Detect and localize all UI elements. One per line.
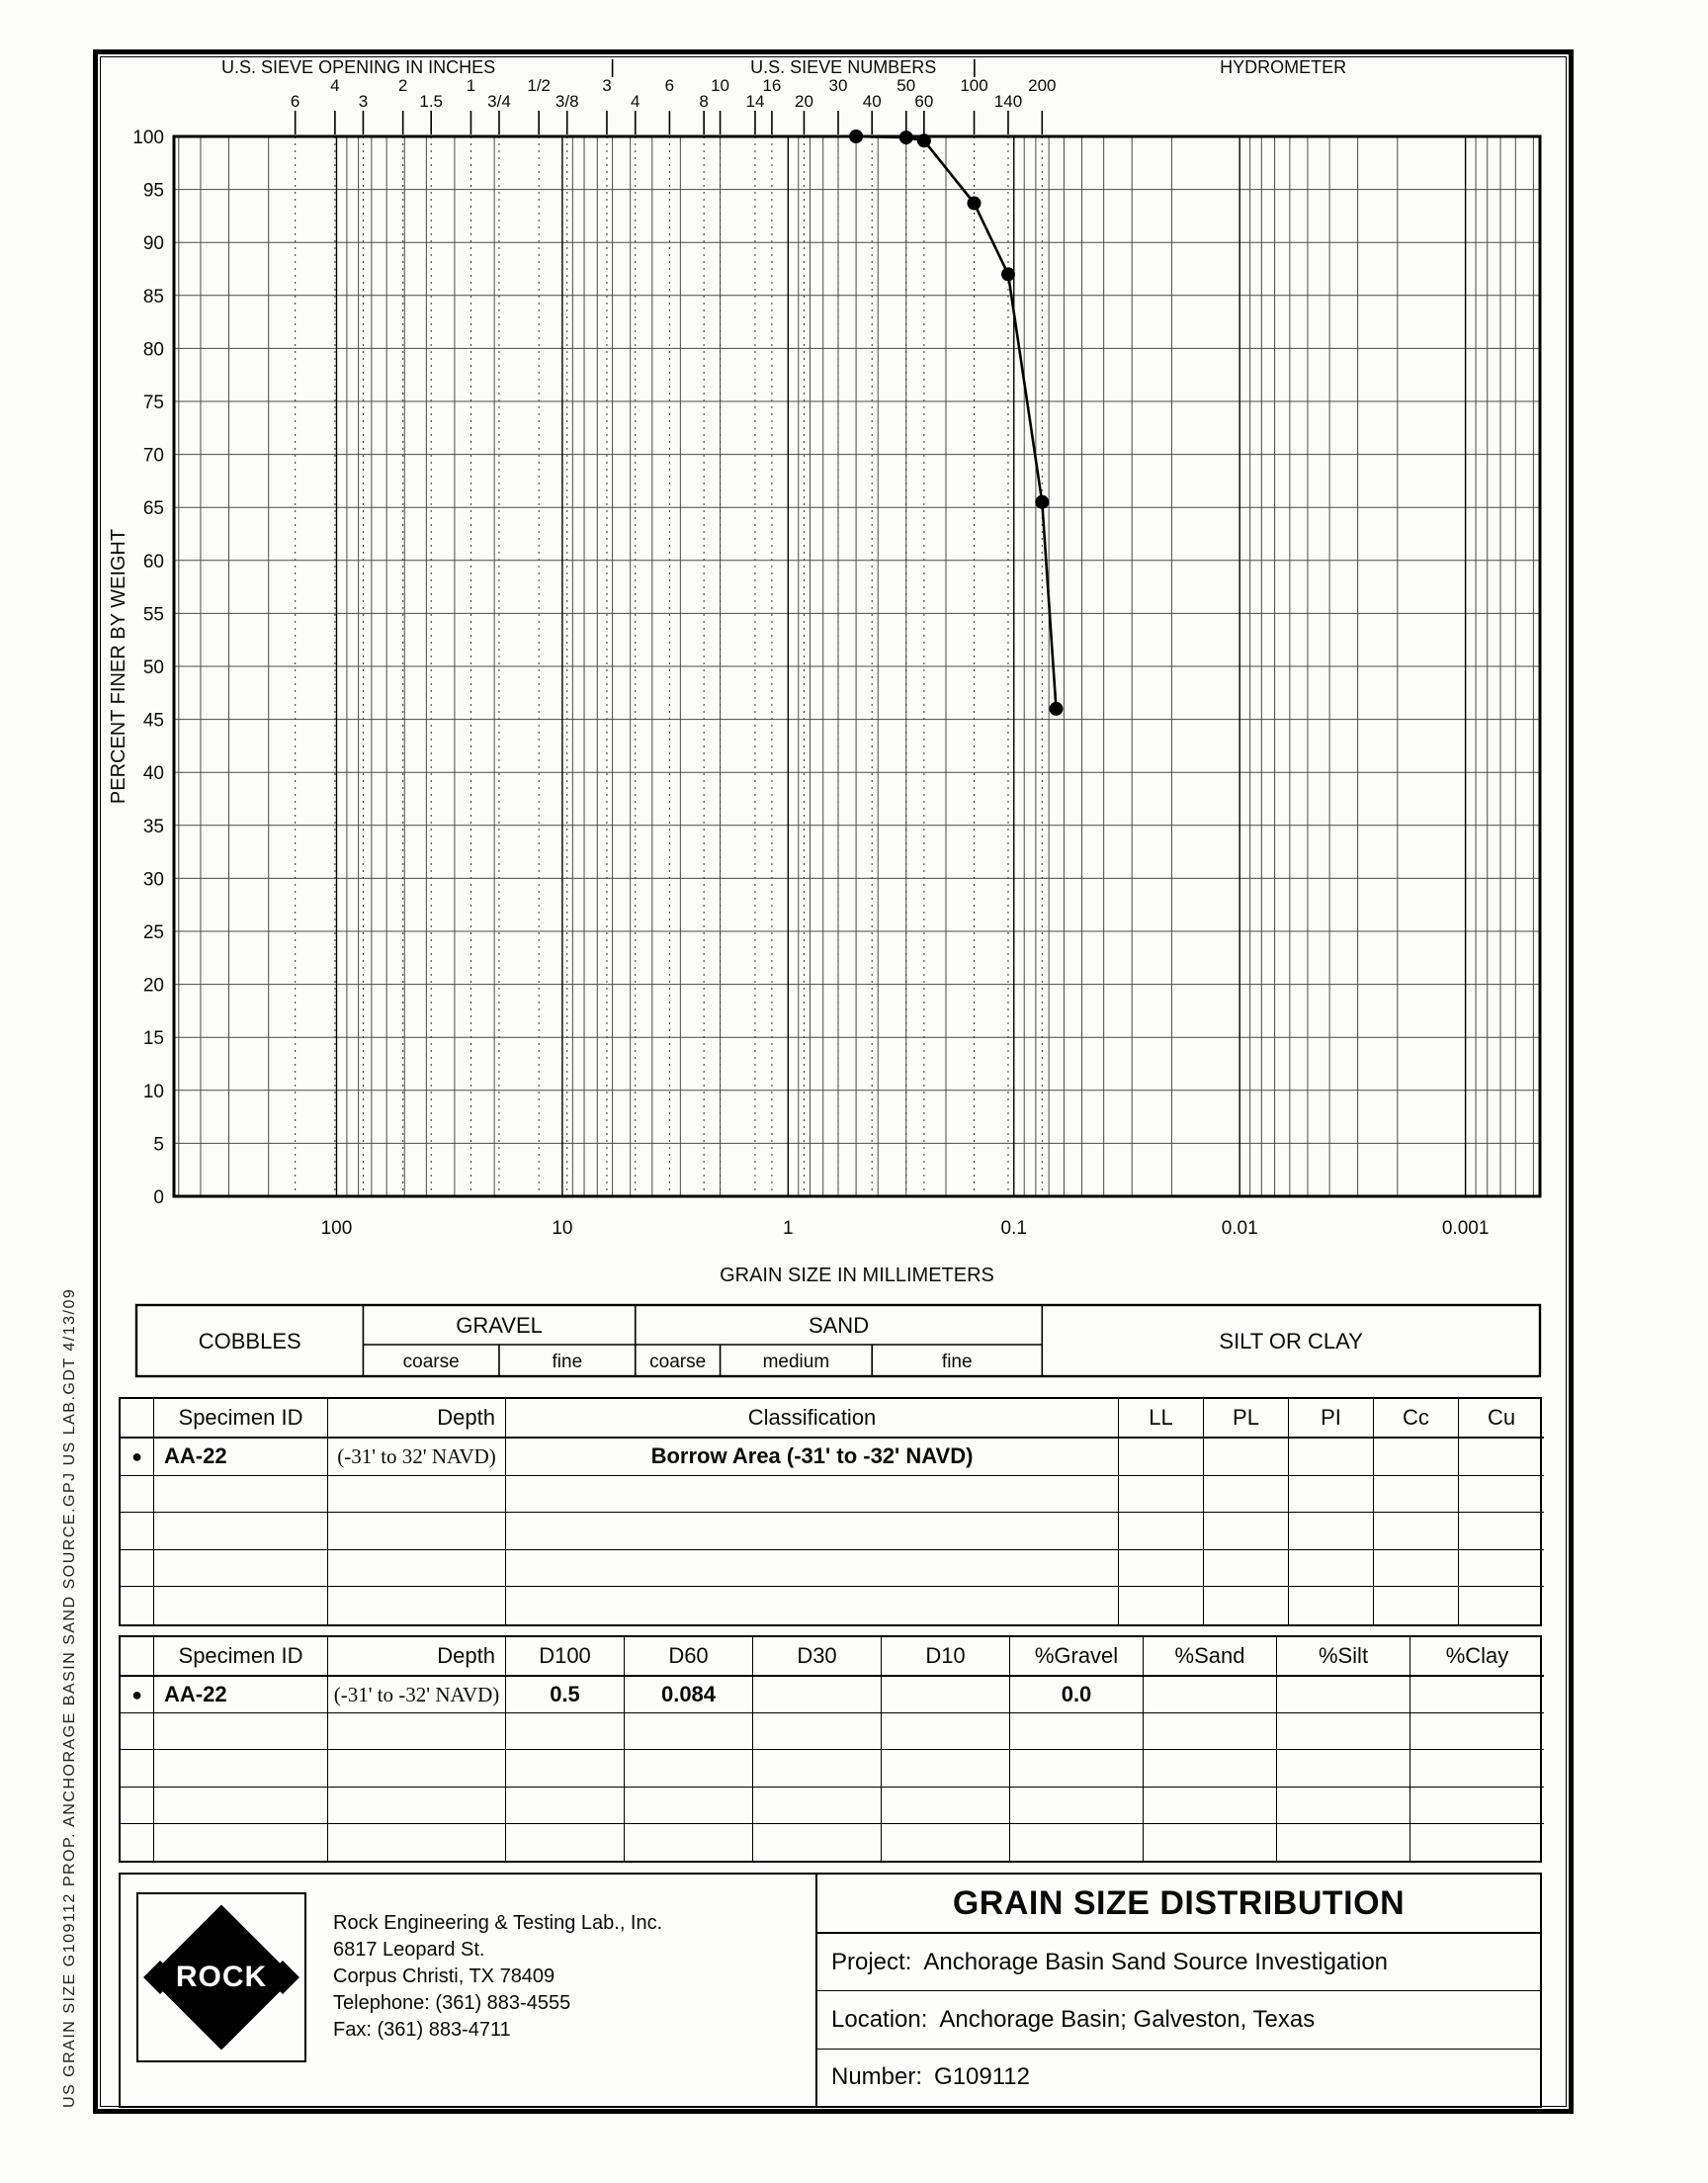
gradation-curve — [856, 136, 1056, 709]
fraction-gravel: GRAVEL — [456, 1313, 543, 1338]
y-tick-label: 50 — [142, 657, 164, 678]
number-label: Number: — [831, 2063, 923, 2091]
header-marker — [121, 1637, 154, 1677]
empty-cell — [121, 1750, 154, 1787]
header-d30: D30 — [753, 1637, 882, 1677]
empty-cell — [121, 1476, 154, 1514]
sieve-size-label: 100 — [960, 76, 988, 95]
y-tick-label: 25 — [142, 922, 164, 943]
empty-cell — [1144, 1750, 1277, 1787]
sieve-size-label: 4 — [631, 92, 640, 111]
x-tick-label: 0.1 — [1000, 1218, 1027, 1239]
header-cc: Cc — [1374, 1399, 1459, 1439]
specimen-id-value: AA-22 — [154, 1677, 328, 1713]
grain-size-chart — [107, 57, 1565, 1387]
empty-cell — [121, 1788, 154, 1824]
sieve-size-label: 10 — [711, 76, 730, 95]
sieve-size-label: 4 — [330, 76, 340, 95]
empty-cell — [506, 1550, 1119, 1588]
empty-cell — [625, 1824, 753, 1861]
y-axis-title: PERCENT FINER BY WEIGHT — [108, 528, 129, 805]
header-silt: %Silt — [1277, 1637, 1410, 1677]
report-title: GRAIN SIZE DISTRIBUTION — [817, 1875, 1540, 1934]
header-ll: LL — [1119, 1399, 1204, 1439]
empty-cell — [1277, 1750, 1410, 1787]
empty-cell — [121, 1713, 154, 1750]
fraction-sand-medium: medium — [762, 1352, 830, 1372]
data-point — [1035, 495, 1049, 509]
ll-value — [1119, 1439, 1204, 1476]
fraction-bar — [136, 1305, 1540, 1376]
sieve-size-label: 1.5 — [419, 92, 444, 111]
fraction-gravel-fine: fine — [552, 1352, 583, 1372]
empty-cell — [1410, 1788, 1544, 1824]
empty-cell — [882, 1788, 1010, 1824]
empty-cell — [1010, 1788, 1144, 1824]
empty-cell — [1119, 1587, 1204, 1624]
pl-value — [1204, 1439, 1289, 1476]
header-pl: PL — [1204, 1399, 1289, 1439]
sieve-size-label: 3/4 — [487, 92, 511, 111]
y-tick-label: 90 — [142, 233, 164, 255]
empty-cell — [506, 1587, 1119, 1624]
data-point — [849, 130, 863, 143]
empty-cell — [506, 1750, 625, 1787]
y-tick-label: 35 — [142, 816, 164, 837]
empty-cell — [882, 1713, 1010, 1750]
empty-cell — [1010, 1713, 1144, 1750]
empty-cell — [753, 1824, 882, 1861]
empty-cell — [121, 1587, 154, 1624]
y-tick-label: 100 — [132, 128, 164, 148]
header-specimen-id: Specimen ID — [154, 1399, 328, 1439]
silt-value — [1277, 1677, 1410, 1713]
empty-cell — [506, 1824, 625, 1861]
header-gravel: %Gravel — [1010, 1637, 1144, 1677]
company-address — [333, 1910, 662, 2044]
y-tick-label: 85 — [142, 286, 164, 307]
empty-cell — [1289, 1513, 1374, 1550]
scale-header-label: U.S. SIEVE NUMBERS — [750, 57, 937, 77]
location-value: Anchorage Basin; Galveston, Texas — [939, 2005, 1316, 2033]
sieve-size-label: 140 — [993, 92, 1023, 111]
empty-cell — [1204, 1476, 1289, 1514]
empty-cell — [1119, 1513, 1204, 1550]
x-axis — [321, 1218, 1490, 1286]
empty-cell — [506, 1513, 1119, 1550]
fraction-silt-clay: SILT OR CLAY — [1219, 1329, 1363, 1353]
header-sand: %Sand — [1144, 1637, 1277, 1677]
depth-value: (-31' to 32' NAVD) — [328, 1439, 506, 1476]
data-point — [968, 197, 982, 211]
data-series — [849, 130, 1063, 716]
empty-cell — [1374, 1587, 1459, 1624]
y-tick-label: 0 — [153, 1187, 164, 1208]
empty-cell — [753, 1788, 882, 1824]
sieve-scale — [291, 76, 1057, 1196]
empty-cell — [506, 1788, 625, 1824]
empty-cell — [121, 1513, 154, 1550]
y-tick-label: 55 — [142, 604, 164, 626]
data-point — [1050, 702, 1064, 716]
sieve-size-label: 6 — [290, 92, 300, 111]
x-tick-label: 0.01 — [1221, 1218, 1258, 1239]
classification-value: Borrow Area (-31' to -32' NAVD) — [506, 1439, 1119, 1476]
header-classification: Classification — [506, 1399, 1119, 1439]
project-label: Project: — [831, 1948, 912, 1975]
sieve-size-label: 60 — [914, 92, 934, 111]
empty-cell — [1277, 1824, 1410, 1861]
empty-cell — [328, 1476, 506, 1514]
cc-value — [1374, 1439, 1459, 1476]
empty-cell — [154, 1788, 328, 1824]
empty-cell — [1289, 1550, 1374, 1588]
empty-cell — [1459, 1550, 1544, 1588]
header-depth: Depth — [328, 1399, 506, 1439]
empty-cell — [1277, 1713, 1410, 1750]
empty-cell — [506, 1476, 1119, 1514]
empty-cell — [328, 1824, 506, 1861]
company-fax: Fax: (361) 883-4711 — [333, 2019, 511, 2041]
empty-cell — [1459, 1476, 1544, 1514]
clay-value — [1410, 1677, 1544, 1713]
empty-cell — [882, 1750, 1010, 1787]
gradation-table — [119, 1635, 1542, 1863]
data-point — [899, 131, 913, 144]
sieve-size-label: 3 — [602, 76, 612, 95]
header-clay: %Clay — [1410, 1637, 1544, 1677]
y-tick-label: 10 — [142, 1081, 164, 1102]
d10-value — [882, 1677, 1010, 1713]
x-tick-label: 1 — [783, 1218, 794, 1239]
empty-cell — [1204, 1550, 1289, 1588]
y-axis — [108, 128, 164, 1208]
empty-cell — [1374, 1550, 1459, 1588]
y-tick-label: 70 — [142, 445, 164, 467]
d30-value — [753, 1677, 882, 1713]
sieve-size-label: 3 — [358, 92, 369, 111]
empty-cell — [1410, 1750, 1544, 1787]
sieve-size-label: 20 — [794, 92, 813, 111]
empty-cell — [506, 1713, 625, 1750]
empty-cell — [154, 1587, 328, 1624]
company-phone: Telephone: (361) 883-4555 — [333, 1992, 571, 2014]
chart-grid — [174, 136, 1540, 1196]
series-marker: ● — [121, 1439, 154, 1476]
sieve-size-label: 3/8 — [555, 92, 579, 111]
project-value: Anchorage Basin Sand Source Investigation — [923, 1948, 1389, 1975]
sieve-size-label: 200 — [1028, 76, 1057, 95]
x-tick-label: 100 — [320, 1218, 353, 1239]
header-d60: D60 — [625, 1637, 753, 1677]
sieve-size-label: 6 — [664, 76, 675, 95]
empty-cell — [1289, 1587, 1374, 1624]
series-marker: ● — [121, 1677, 154, 1713]
scale-header-label: U.S. SIEVE OPENING IN INCHES — [221, 57, 496, 77]
empty-cell — [328, 1713, 506, 1750]
header-marker — [121, 1399, 154, 1439]
empty-cell — [1119, 1550, 1204, 1588]
pi-value — [1289, 1439, 1374, 1476]
y-tick-label: 75 — [142, 393, 164, 413]
rock-logo — [136, 1892, 306, 2062]
location-label: Location: — [831, 2005, 928, 2033]
sieve-size-label: 16 — [762, 76, 782, 95]
header-pi: PI — [1289, 1399, 1374, 1439]
number-value: G109112 — [934, 2063, 1031, 2091]
empty-cell — [1459, 1587, 1544, 1624]
empty-cell — [328, 1513, 506, 1550]
fraction-gravel-coarse: coarse — [402, 1352, 460, 1372]
cu-value — [1459, 1439, 1544, 1476]
y-tick-label: 65 — [142, 498, 164, 520]
report-info-block — [817, 1875, 1540, 2106]
d100-value: 0.5 — [506, 1677, 625, 1713]
sidebar-file-info: US GRAIN SIZE G109112 PROP. ANCHORAGE BASIN SAND SOURCE.GPJ US LAB.GDT 4/13/09 — [61, 1287, 78, 2108]
sieve-size-label: 8 — [699, 92, 709, 111]
empty-cell — [328, 1788, 506, 1824]
scale-header-label: HYDROMETER — [1220, 57, 1347, 77]
sieve-size-label: 1/2 — [527, 76, 552, 95]
y-tick-label: 80 — [142, 339, 164, 361]
sieve-size-label: 40 — [862, 92, 882, 111]
empty-cell — [121, 1550, 154, 1588]
empty-cell — [1010, 1824, 1144, 1861]
empty-cell — [154, 1476, 328, 1514]
sieve-size-label: 50 — [897, 76, 916, 95]
empty-cell — [1374, 1476, 1459, 1514]
project-row — [817, 1934, 1540, 1991]
scale-headers — [221, 57, 1346, 77]
sieve-size-label: 1 — [466, 76, 476, 95]
y-tick-label: 5 — [153, 1134, 164, 1156]
fraction-sand-fine: fine — [941, 1352, 973, 1372]
number-row — [817, 2050, 1540, 2106]
empty-cell — [328, 1587, 506, 1624]
y-tick-label: 15 — [142, 1028, 164, 1050]
empty-cell — [1289, 1476, 1374, 1514]
empty-cell — [154, 1513, 328, 1550]
empty-cell — [753, 1750, 882, 1787]
empty-cell — [1144, 1713, 1277, 1750]
x-tick-label: 10 — [552, 1218, 573, 1239]
empty-cell — [1119, 1476, 1204, 1514]
empty-cell — [328, 1550, 506, 1588]
empty-cell — [1144, 1788, 1277, 1824]
specimen-id-value: AA-22 — [154, 1439, 328, 1476]
header-d100: D100 — [506, 1637, 625, 1677]
sand-value — [1144, 1677, 1277, 1713]
company-street: 6817 Leopard St. — [333, 1939, 485, 1961]
data-point — [917, 133, 931, 147]
classification-table — [119, 1397, 1542, 1626]
empty-cell — [625, 1713, 753, 1750]
location-row — [817, 1991, 1540, 2049]
empty-cell — [1204, 1513, 1289, 1550]
empty-cell — [1277, 1788, 1410, 1824]
d60-value: 0.084 — [625, 1677, 753, 1713]
empty-cell — [328, 1750, 506, 1787]
empty-cell — [1204, 1587, 1289, 1624]
empty-cell — [154, 1750, 328, 1787]
fraction-sand-coarse: coarse — [649, 1352, 707, 1372]
fraction-cobbles: COBBLES — [198, 1329, 301, 1353]
empty-cell — [1374, 1513, 1459, 1550]
empty-cell — [1410, 1824, 1544, 1861]
empty-cell — [625, 1750, 753, 1787]
company-block — [121, 1875, 817, 2106]
header-specimen-id: Specimen ID — [154, 1637, 328, 1677]
sieve-size-label: 2 — [397, 76, 408, 95]
company-name: Rock Engineering & Testing Lab., Inc. — [333, 1912, 663, 1934]
empty-cell — [1410, 1713, 1544, 1750]
y-tick-label: 95 — [142, 180, 164, 202]
empty-cell — [1010, 1750, 1144, 1787]
header-cu: Cu — [1459, 1399, 1544, 1439]
y-tick-label: 30 — [142, 869, 164, 891]
x-axis-title: GRAIN SIZE IN MILLIMETERS — [720, 1265, 994, 1286]
company-city: Corpus Christi, TX 78409 — [333, 1965, 555, 1987]
depth-value: (-31' to -32' NAVD) — [328, 1677, 506, 1713]
header-depth: Depth — [328, 1637, 506, 1677]
empty-cell — [1144, 1824, 1277, 1861]
sieve-size-label: 30 — [828, 76, 848, 95]
empty-cell — [154, 1713, 328, 1750]
empty-cell — [1459, 1513, 1544, 1550]
logo-text: ROCK — [175, 1961, 268, 1993]
y-tick-label: 20 — [142, 975, 164, 997]
fraction-sand: SAND — [808, 1313, 870, 1338]
data-point — [1001, 267, 1015, 281]
header-d10: D10 — [882, 1637, 1010, 1677]
empty-cell — [625, 1788, 753, 1824]
empty-cell — [154, 1550, 328, 1588]
x-tick-label: 0.001 — [1441, 1218, 1490, 1239]
title-block — [119, 1873, 1542, 2108]
empty-cell — [753, 1713, 882, 1750]
gravel-value: 0.0 — [1010, 1677, 1144, 1713]
sieve-size-label: 14 — [745, 92, 765, 111]
empty-cell — [882, 1824, 1010, 1861]
y-tick-label: 60 — [142, 551, 164, 572]
empty-cell — [121, 1824, 154, 1861]
empty-cell — [154, 1824, 328, 1861]
y-tick-label: 45 — [142, 710, 164, 732]
y-tick-label: 40 — [142, 763, 164, 785]
